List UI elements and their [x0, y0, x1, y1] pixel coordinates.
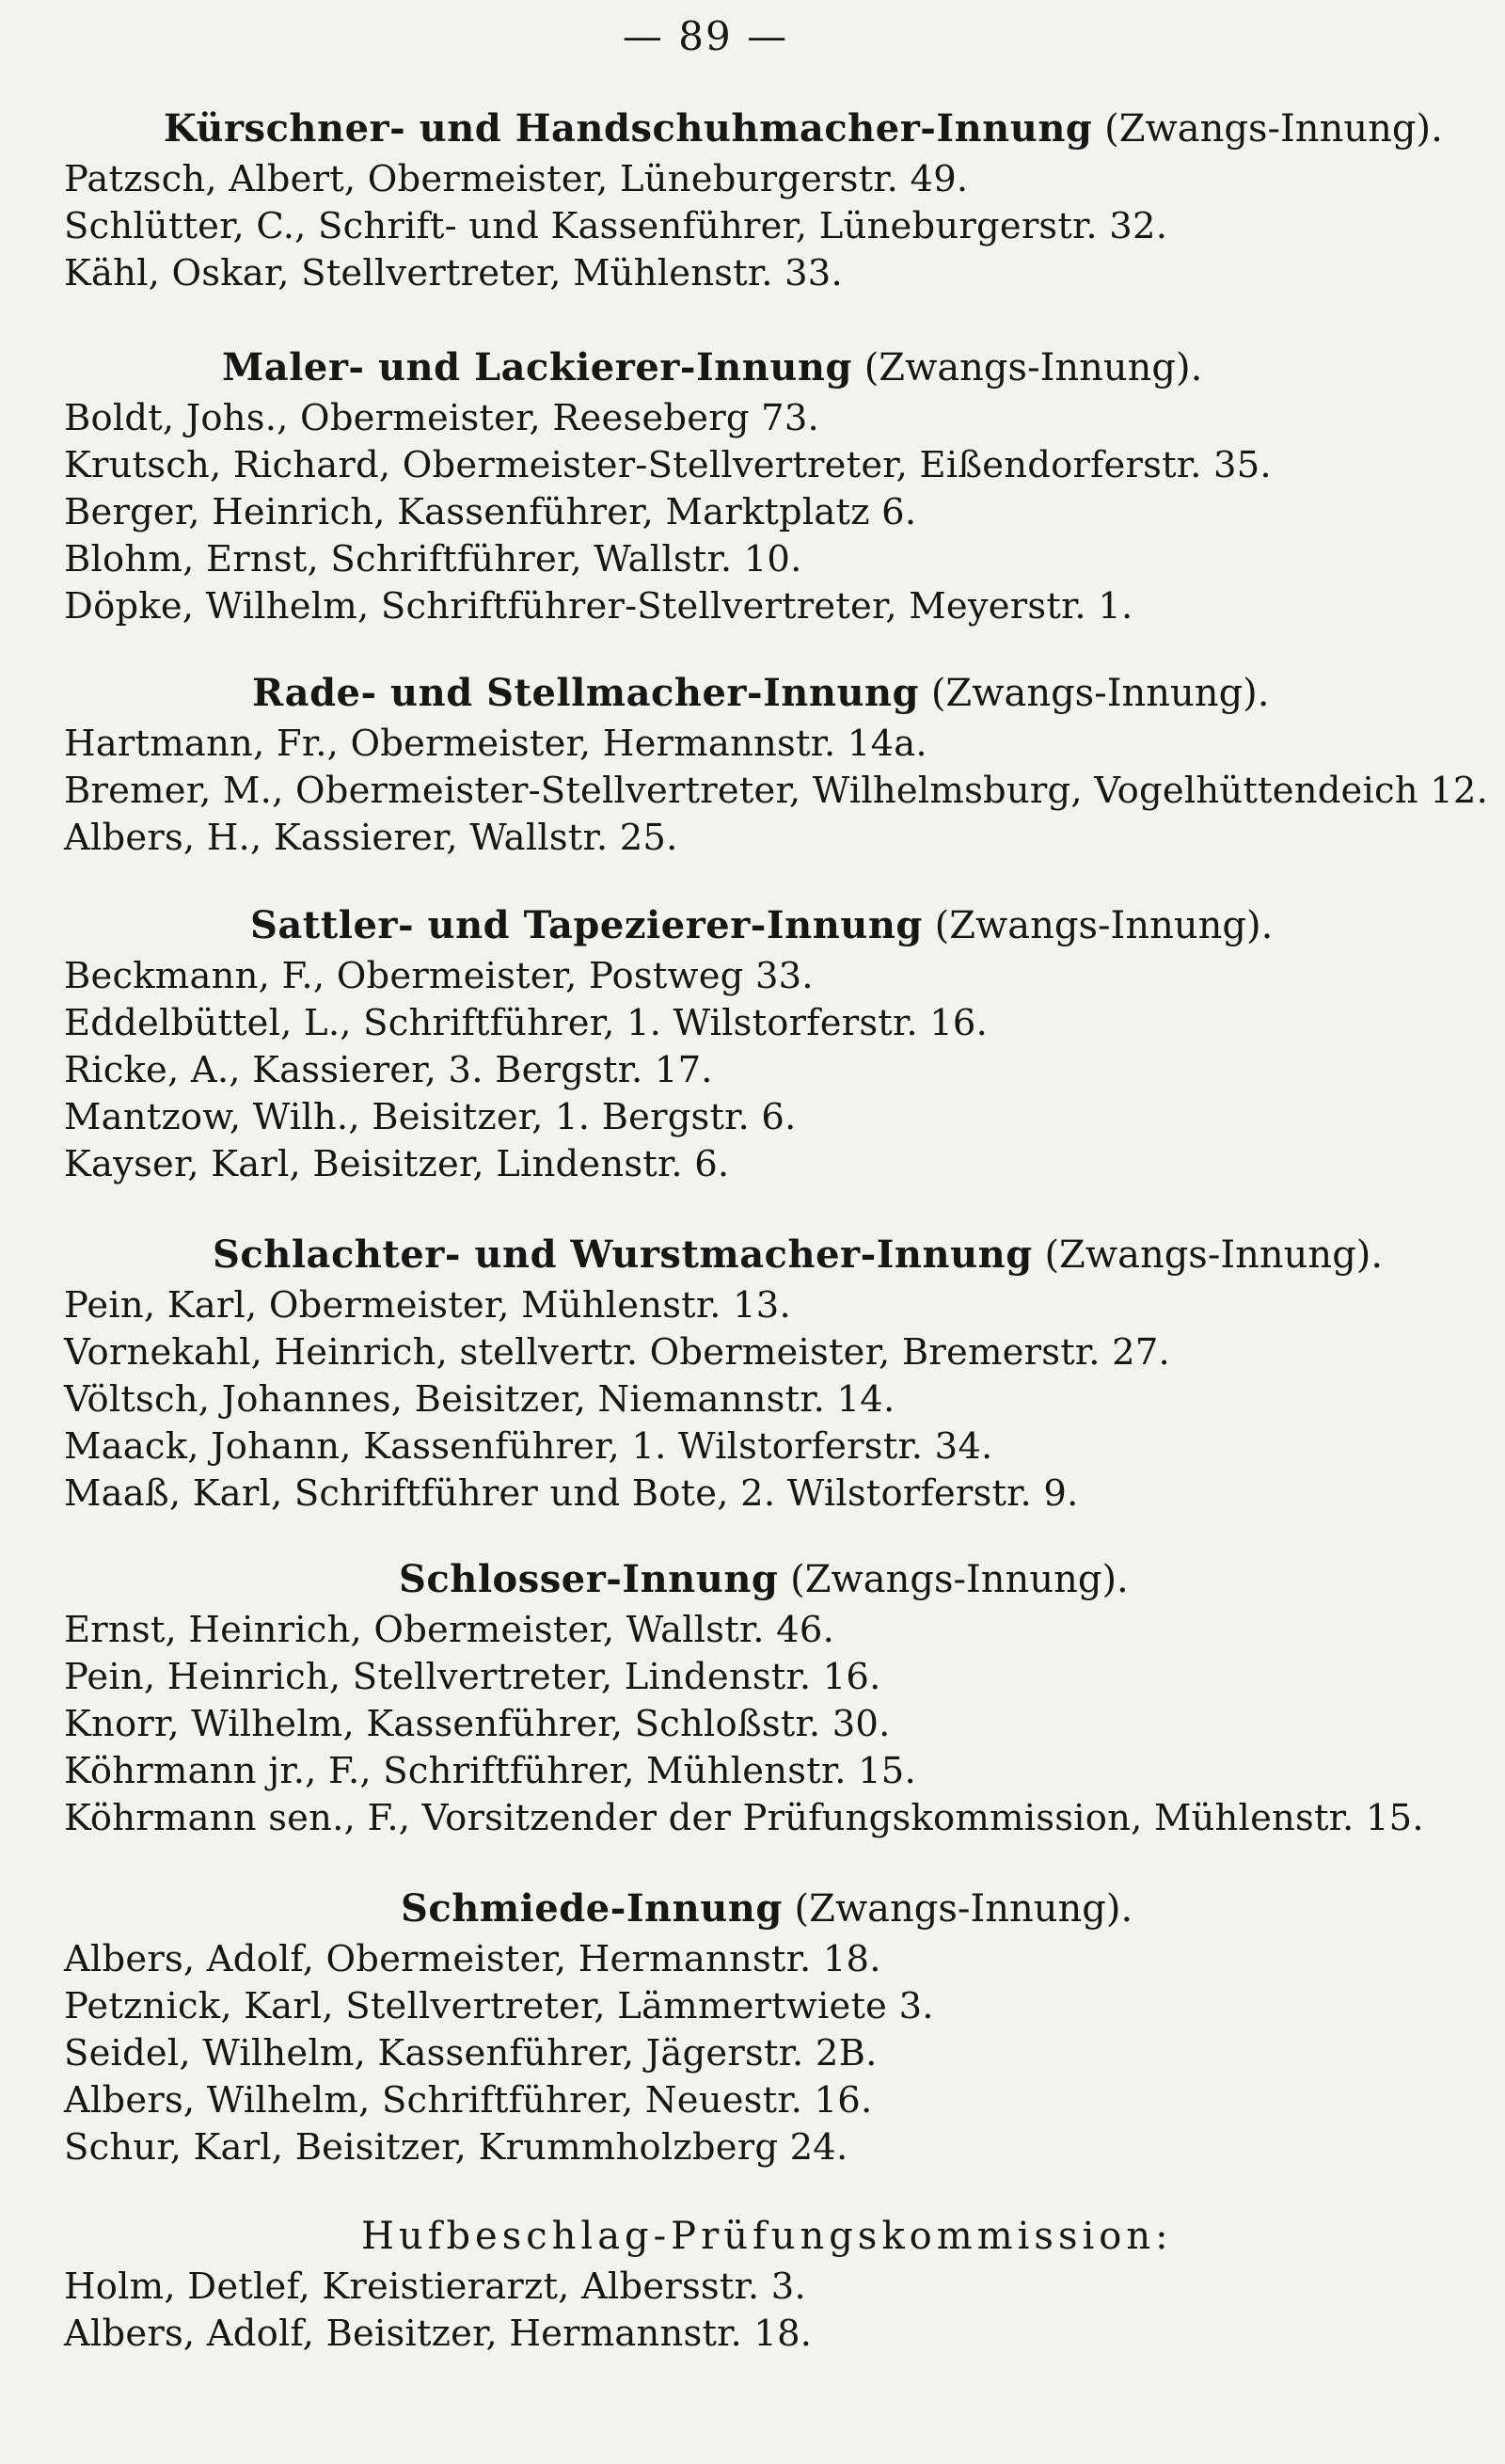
section-sattler: [64, 898, 1475, 1188]
list-item: Vornekahl, Heinrich, stellvertr. Obermeister, Bremerstr. 27.: [64, 1331, 1170, 1374]
section-title: Sattler- und Tapezierer-Innung: [250, 903, 923, 947]
member-list: [64, 1936, 1475, 2171]
section-heading: [64, 2209, 1475, 2264]
section-heading: [64, 102, 1475, 156]
list-item: Kähl, Oskar, Stellvertreter, Mühlenstr. 33.: [64, 252, 843, 294]
list-item: Berger, Heinrich, Kassenführer, Marktplatz 6.: [64, 491, 917, 533]
section-heading: [64, 1882, 1475, 1936]
section-hufbeschlag: [64, 2209, 1475, 2358]
section-maler: [64, 341, 1475, 630]
section-note: (Zwangs-Innung).: [1044, 1233, 1384, 1277]
list-item: Völtsch, Johannes, Beisitzer, Niemannstr. 14.: [64, 1378, 895, 1421]
list-item: Döpke, Wilhelm, Schriftführer-Stellvertreter, Meyerstr. 1.: [64, 585, 1133, 628]
member-list: [64, 1282, 1475, 1518]
list-item: Schur, Karl, Beisitzer, Krummholzberg 24.: [64, 2126, 848, 2169]
section-heading: [64, 1228, 1475, 1282]
list-item: Krutsch, Richard, Obermeister-Stellvertreter, Eißendorferstr. 35.: [64, 444, 1272, 486]
list-item: Petznick, Karl, Stellvertreter, Lämmertwiete 3.: [64, 1985, 934, 2027]
member-list: [64, 721, 1489, 862]
list-item: Albers, H., Kassierer, Wallstr. 25.: [64, 817, 678, 859]
list-item: Blohm, Ernst, Schriftführer, Wallstr. 10.: [64, 538, 802, 580]
list-item: Ernst, Heinrich, Obermeister, Wallstr. 46.: [64, 1609, 835, 1651]
section-note: (Zwangs-Innung).: [863, 346, 1203, 389]
member-list: [64, 156, 1475, 297]
list-item: Bremer, M., Obermeister-Stellvertreter, Wilhelmsburg, Vogelhüttendeich 12.: [64, 770, 1489, 812]
section-rade: [64, 666, 1489, 862]
list-item: Holm, Detlef, Kreistierarzt, Albersstr. 3.: [64, 2265, 806, 2308]
section-schlachter: [64, 1228, 1475, 1518]
section-heading: [64, 666, 1475, 721]
list-item: Pein, Karl, Obermeister, Mühlenstr. 13.: [64, 1284, 791, 1327]
list-item: Patzsch, Albert, Obermeister, Lüneburgerstr. 49.: [64, 158, 969, 200]
section-note: (Zwangs-Innung).: [934, 904, 1274, 947]
list-item: Maack, Johann, Kassenführer, 1. Wilstorferstr. 34.: [64, 1425, 993, 1468]
section-heading: [64, 341, 1475, 395]
member-list: [64, 395, 1475, 630]
list-item: Hartmann, Fr., Obermeister, Hermannstr. 14a.: [64, 723, 927, 765]
section-note: (Zwangs-Innung).: [1104, 107, 1443, 151]
section-title: Schlosser-Innung: [399, 1557, 779, 1601]
list-item: Boldt, Johs., Obermeister, Reeseberg 73.: [64, 397, 819, 439]
section-note: (Zwangs-Innung).: [790, 1558, 1129, 1601]
list-item: Albers, Adolf, Obermeister, Hermannstr. 18.: [64, 1938, 881, 1980]
section-note: (Zwangs-Innung).: [930, 672, 1270, 715]
list-item: Eddelbüttel, L., Schriftführer, 1. Wilstorferstr. 16.: [64, 1002, 989, 1044]
list-item: Pein, Heinrich, Stellvertreter, Lindenstr. 16.: [64, 1656, 881, 1698]
section-heading: [64, 1552, 1475, 1607]
member-list: [64, 953, 1475, 1188]
list-item: Maaß, Karl, Schriftführer und Bote, 2. Wilstorferstr. 9.: [64, 1472, 1079, 1515]
section-heading: [64, 898, 1475, 953]
section-title: Hufbeschlag-Prüfungskommission:: [361, 2215, 1173, 2258]
list-item: Köhrmann jr., F., Schriftführer, Mühlenstr. 15.: [64, 1750, 916, 1792]
section-schlosser: [64, 1552, 1475, 1842]
page-number: — 89 —: [622, 13, 789, 59]
section-title: Maler- und Lackierer-Innung: [222, 345, 852, 389]
section-title: Kürschner- und Handschuhmacher-Innung: [164, 106, 1093, 151]
list-item: Knorr, Wilhelm, Kassenführer, Schloßstr. 30.: [64, 1703, 891, 1745]
member-list: [64, 2264, 1475, 2358]
list-item: Beckmann, F., Obermeister, Postweg 33.: [64, 955, 814, 997]
section-title: Schmiede-Innung: [401, 1886, 783, 1931]
section-schmiede: [64, 1882, 1475, 2171]
list-item: Kayser, Karl, Beisitzer, Lindenstr. 6.: [64, 1143, 730, 1185]
list-item: Mantzow, Wilh., Beisitzer, 1. Bergstr. 6.: [64, 1096, 797, 1138]
section-note: (Zwangs-Innung).: [794, 1887, 1133, 1931]
section-title: Rade- und Stellmacher-Innung: [252, 671, 920, 715]
list-item: Ricke, A., Kassierer, 3. Bergstr. 17.: [64, 1049, 713, 1091]
list-item: Albers, Adolf, Beisitzer, Hermannstr. 18.: [64, 2313, 813, 2355]
list-item: Schlütter, C., Schrift- und Kassenführer, Lüneburgerstr. 32.: [64, 205, 1168, 247]
list-item: Seidel, Wilhelm, Kassenführer, Jägerstr. 2B.: [64, 2032, 878, 2075]
section-title: Schlachter- und Wurstmacher-Innung: [213, 1232, 1033, 1277]
section-kuerschner: [64, 102, 1475, 297]
member-list: [64, 1607, 1475, 1842]
list-item: Köhrmann sen., F., Vorsitzender der Prüfungskommission, Mühlenstr. 15.: [64, 1797, 1424, 1839]
list-item: Albers, Wilhelm, Schriftführer, Neuestr. 16.: [64, 2079, 873, 2122]
